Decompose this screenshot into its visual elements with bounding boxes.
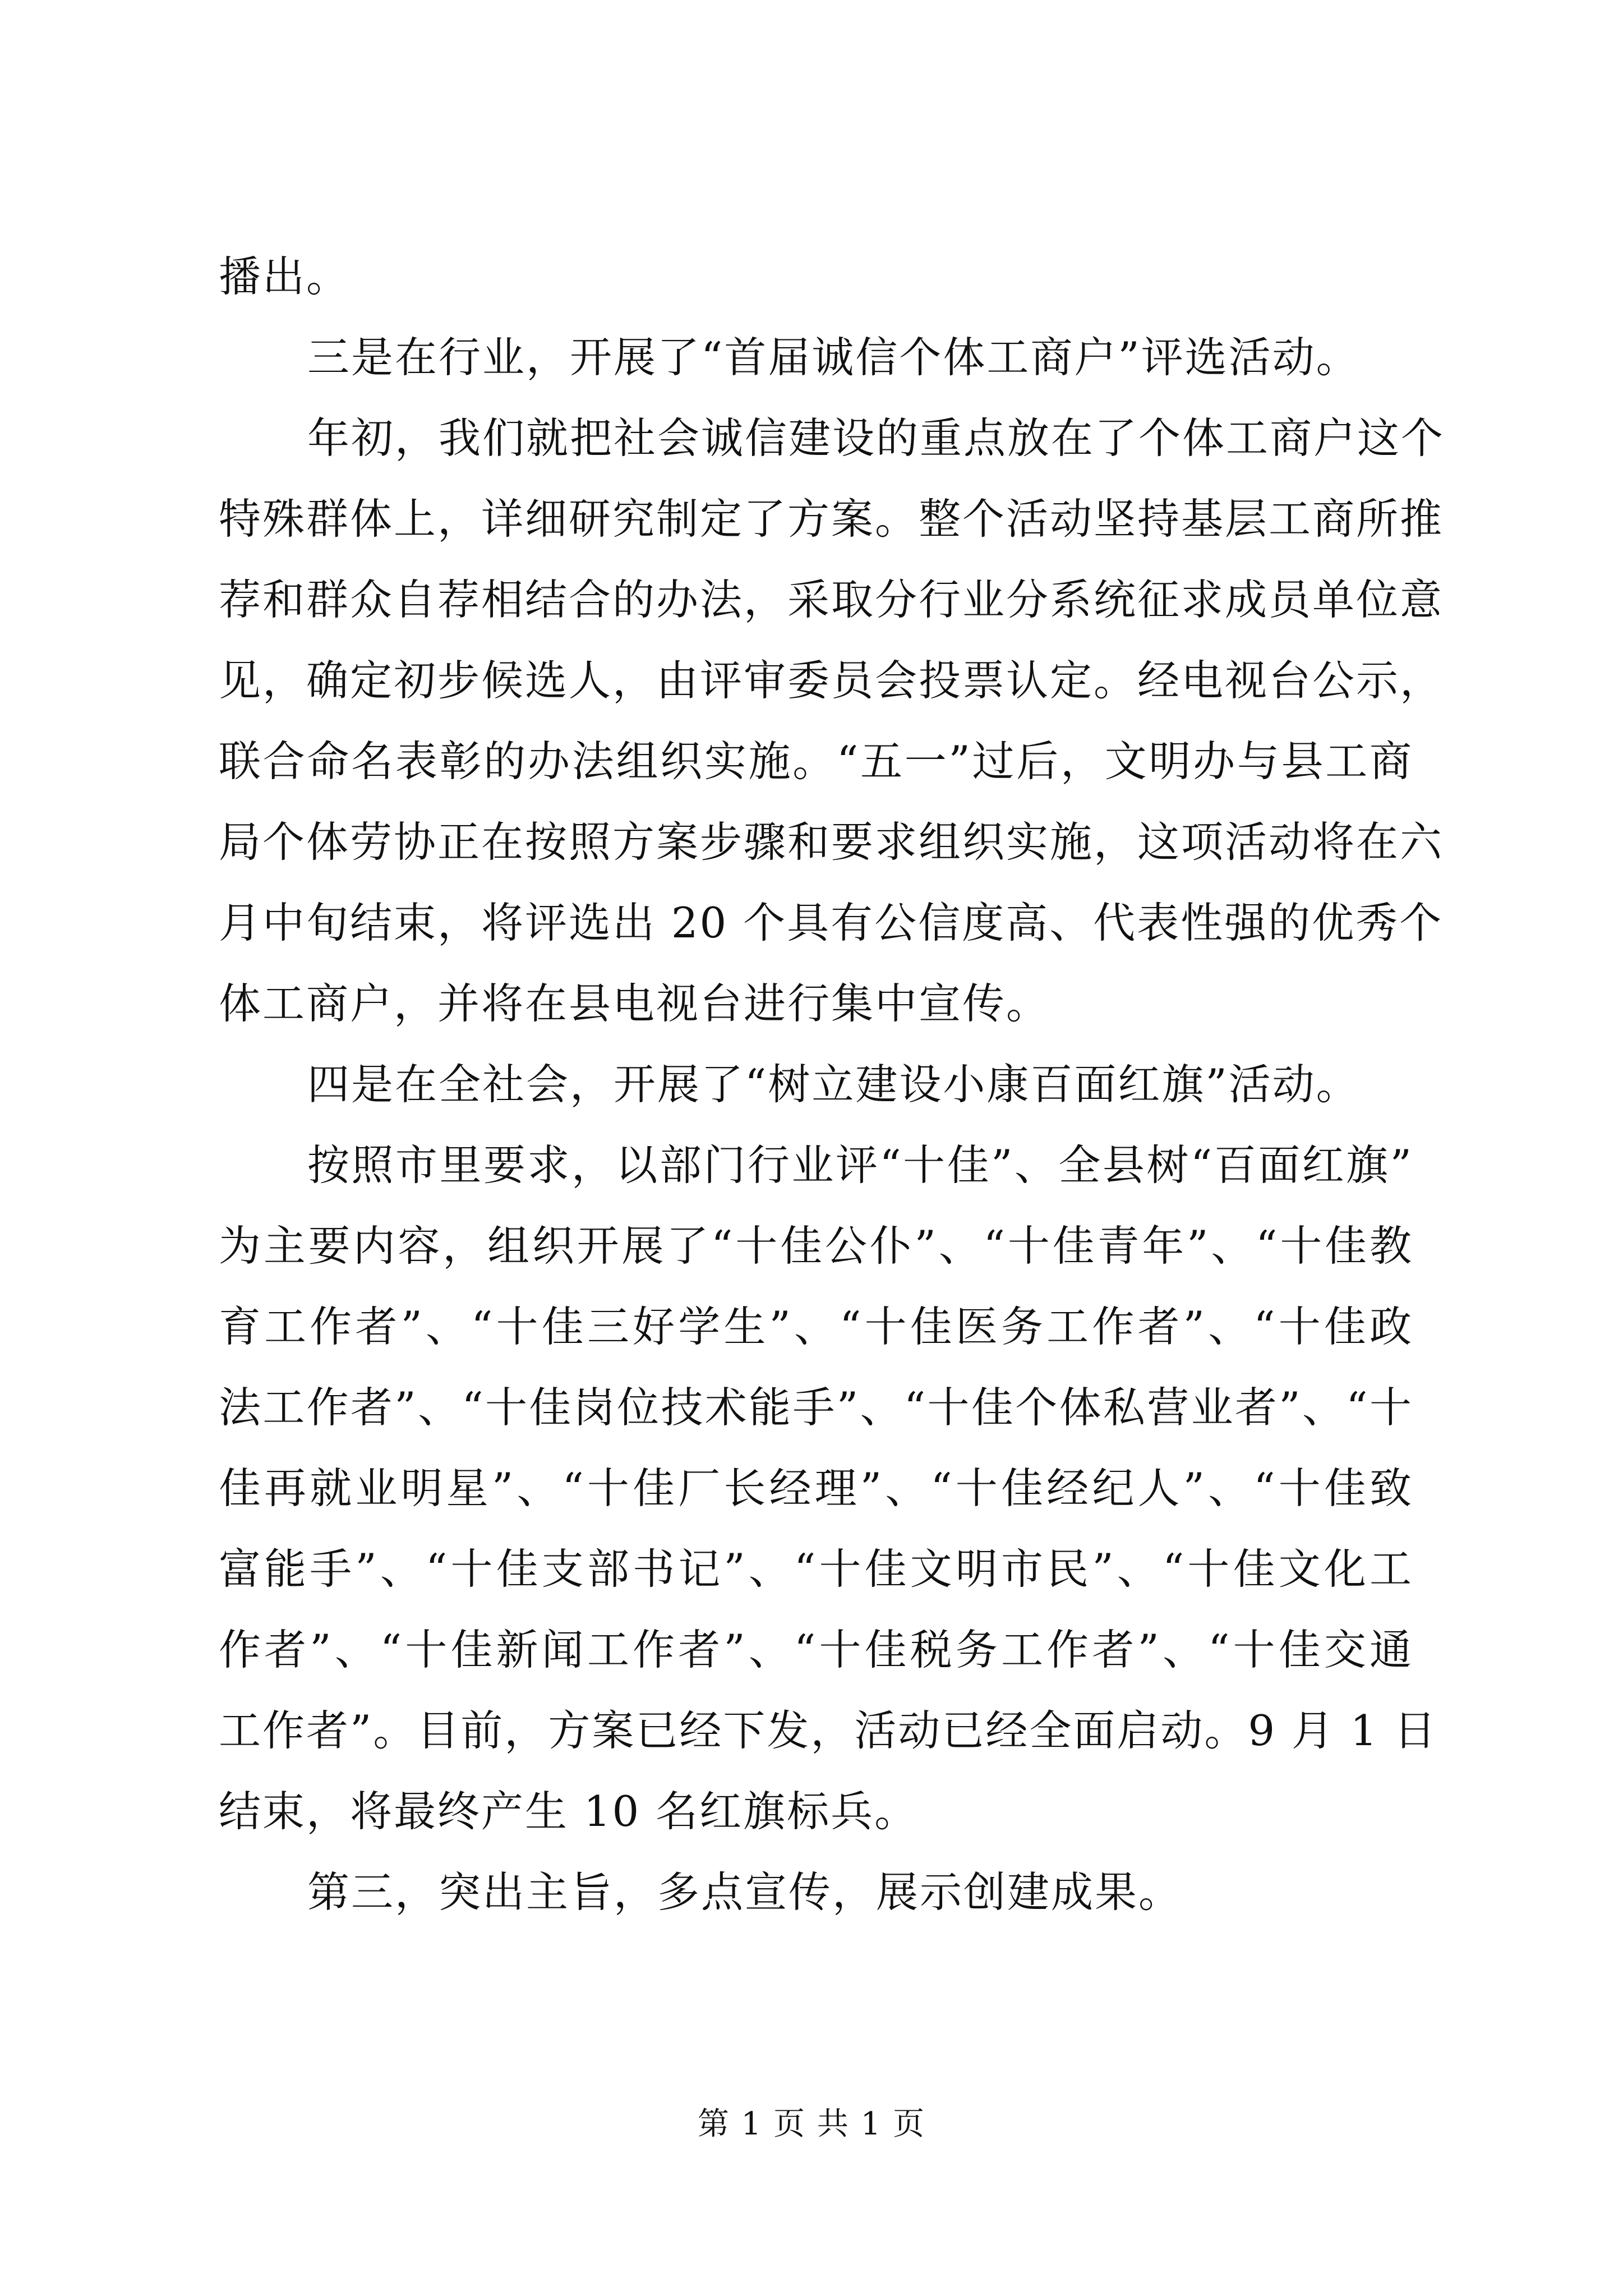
text-line: 联合命名表彰的办法组织实施。“五一”过后，文明办与县工商 <box>219 737 1413 786</box>
text-line: 四是在全社会，开展了“树立建设小康百面红旗”活动。 <box>307 1060 1360 1109</box>
text-line: 见，确定初步候选人，由评审委员会投票认定。经电视台公示， <box>219 656 1444 705</box>
text-line: 按照市里要求，以部门行业评“十佳”、全县树“百面红旗” <box>307 1140 1413 1190</box>
text-line: 富能手”、“十佳支部书记”、“十佳文明市民”、“十佳文化工 <box>219 1544 1413 1594</box>
text-line: 工作者”。目前，方案已经下发，活动已经全面启动。9 月 1 日 <box>219 1706 1438 1755</box>
text-line: 局个体劳协正在按照方案步骤和要求组织实施，这项活动将在六 <box>219 817 1444 867</box>
text-line: 为主要内容，组织开展了“十佳公仆”、“十佳青年”、“十佳教 <box>219 1221 1413 1271</box>
text-line: 法工作者”、“十佳岗位技术能手”、“十佳个体私营业者”、“十 <box>219 1383 1413 1432</box>
text-line: 月中旬结束，将评选出 20 个具有公信度高、代表性强的优秀个 <box>219 898 1444 947</box>
text-line: 结束，将最终产生 10 名红旗标兵。 <box>219 1787 919 1836</box>
text-line: 三是在行业，开展了“首届诚信个体工商户”评选活动。 <box>307 333 1360 382</box>
text-line: 第三，突出主旨，多点宣传，展示创建成果。 <box>307 1867 1183 1917</box>
text-line: 播出。 <box>219 252 351 301</box>
text-line: 年初，我们就把社会诚信建设的重点放在了个体工商户这个 <box>307 413 1445 463</box>
text-line: 特殊群体上，详细研究制定了方案。整个活动坚持基层工商所推 <box>219 494 1444 544</box>
text-line: 作者”、“十佳新闻工作者”、“十佳税务工作者”、“十佳交通 <box>219 1625 1413 1674</box>
text-line: 荐和群众自荐相结合的办法，采取分行业分系统征求成员单位意 <box>219 575 1444 624</box>
page-footer: 第 1 页 共 1 页 <box>697 2106 926 2142</box>
text-line: 体工商户，并将在县电视台进行集中宣传。 <box>219 979 1050 1028</box>
text-line: 佳再就业明星”、“十佳厂长经理”、“十佳经纪人”、“十佳致 <box>219 1464 1413 1513</box>
text-line: 育工作者”、“十佳三好学生”、“十佳医务工作者”、“十佳政 <box>219 1302 1413 1351</box>
body-text <box>219 250 1445 1946</box>
